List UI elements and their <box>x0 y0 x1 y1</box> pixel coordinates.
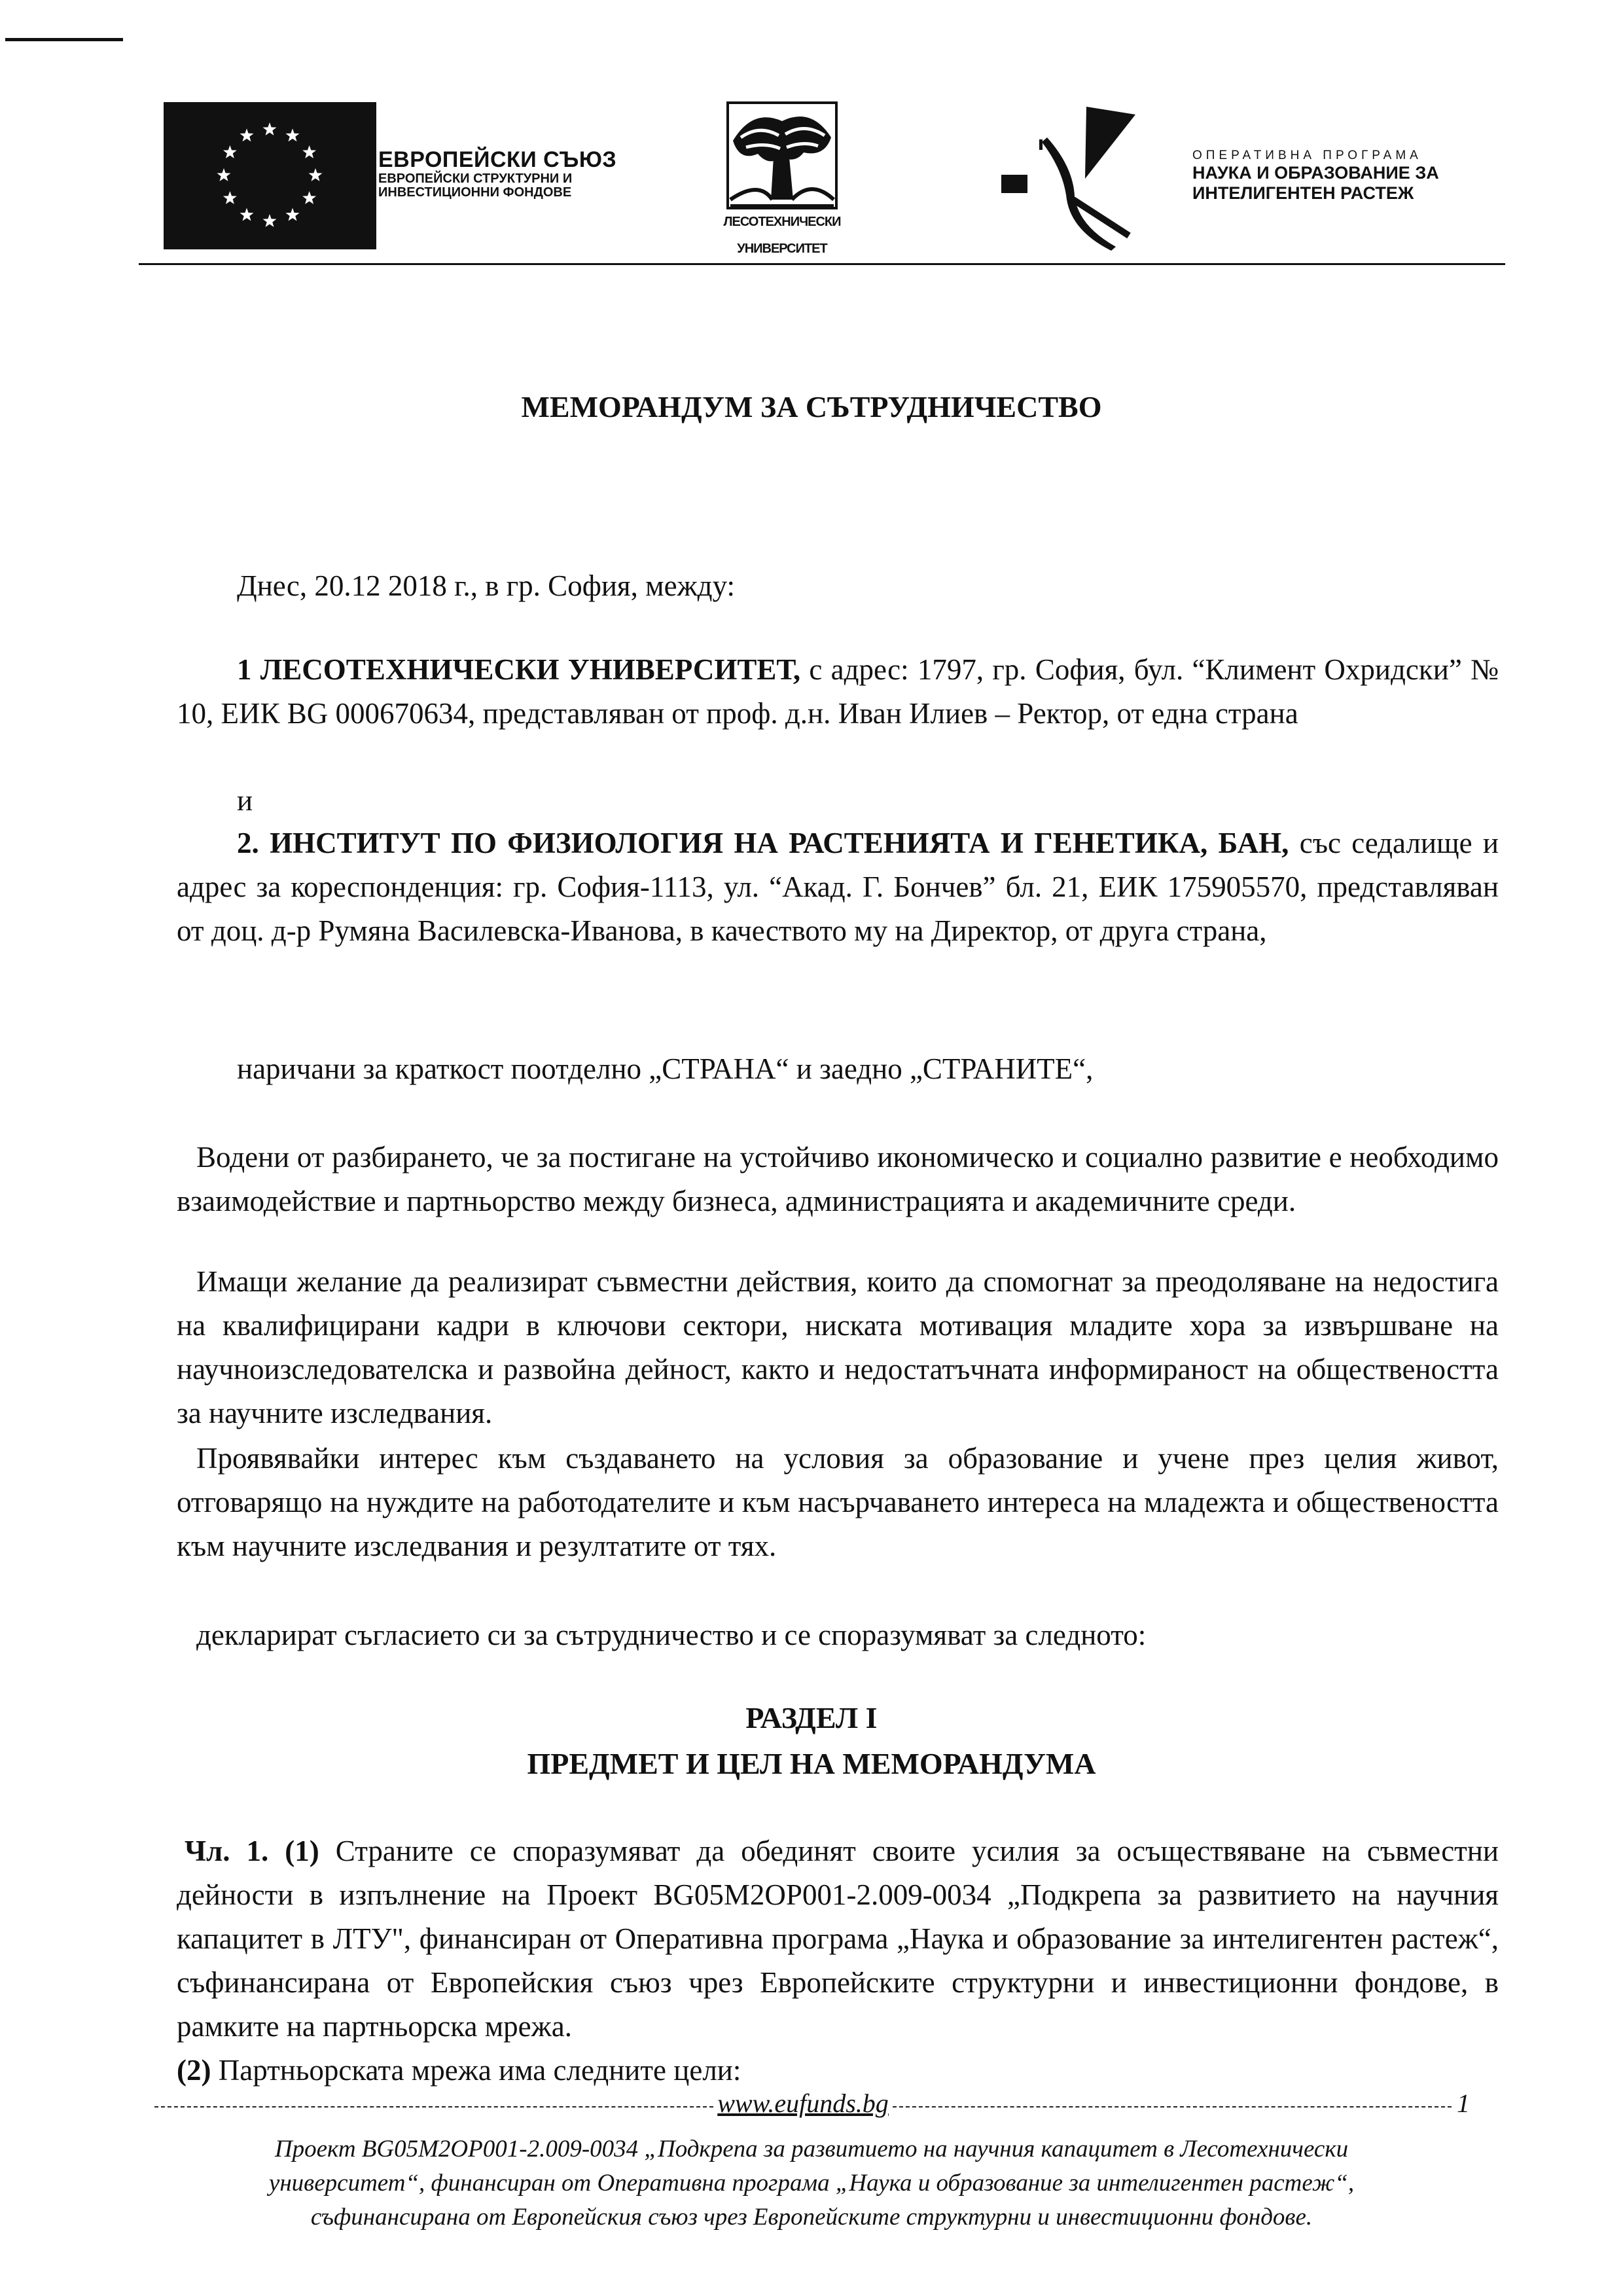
header-divider <box>139 263 1505 265</box>
party-1-paragraph <box>177 648 1499 736</box>
article-1-paragraph-2 <box>177 2049 1499 2092</box>
footer-note-line2: университет“, финансиран от Оперативна програма „Наука и образование за интелигентен растеж“, <box>268 2170 1355 2197</box>
conjunction-and: и <box>237 784 253 817</box>
section-title: ПРЕДМЕТ И ЦЕЛ НА МЕМОРАНДУМА <box>527 1747 1096 1780</box>
party-1-name: 1 ЛЕСОТЕХНИЧЕСКИ УНИВЕРСИТЕТ, <box>237 653 801 686</box>
article-1-2-label: (2) <box>177 2054 211 2087</box>
paragraph-guided <box>177 1136 1499 1223</box>
eu-star-icon <box>223 145 237 158</box>
page-header <box>137 101 1505 268</box>
op-title-line1: НАУКА И ОБРАЗОВАНИЕ ЗА <box>1192 162 1439 183</box>
article-1-text: Страните се споразумяват да обединят своите усилия за осъществяване на съвместни дейности в изпълнение на Проект BG05M2OP001-2.009-0034 „Подкрепа за развитието на научния капацитет в ЛТУ", финансиран от Оперативна програма „Наука и образование за интелигентен растеж“, съфинансирана от Европейския съюз чрез Европейските структурни и инвестиционни фондове, в рамките на партньорска мрежа. <box>177 1835 1499 2043</box>
footer-website-link[interactable]: www.eufunds.bg <box>717 2089 889 2118</box>
paragraph-interest <box>177 1437 1499 1568</box>
referred-to-line: наричани за краткост поотделно „СТРАНА“ и заедно „СТРАНИТЕ“, <box>237 1052 1094 1085</box>
section-number: РАЗДЕЛ I <box>745 1701 878 1734</box>
article-1-2-text: Партньорската мрежа има следните цели: <box>211 2054 741 2087</box>
eu-star-icon <box>223 191 237 204</box>
eu-star-icon <box>263 214 277 227</box>
footer-dash-left <box>154 2106 713 2108</box>
party-2-name: 2. ИНСТИТУТ ПО ФИЗИОЛОГИЯ НА РАСТЕНИЯТА И ГЕНЕТИКА, БАН, <box>237 827 1289 859</box>
operational-programme-logo-icon <box>1001 101 1152 252</box>
eu-flag-icon <box>164 102 376 249</box>
eu-star-icon <box>302 145 316 158</box>
party-2-details: със седалище и адрес за кореспонденция: гр. София-1113, ул. “Акад. Г. Бончев” бл. 21, ЕИК 175905570, представляван от доц. д-р Румяна Василевска-Иванова, в качеството му на Директор, от друга страна, <box>177 827 1499 947</box>
eu-subtitle-line2: ИНВЕСТИЦИОННИ ФОНДОВЕ <box>378 185 572 200</box>
university-name-line1: ЛЕСОТЕХНИЧЕСКИ <box>723 215 841 229</box>
scan-mark <box>5 38 123 41</box>
op-title-line2: ИНТЕЛИГЕНТЕН РАСТЕЖ <box>1192 183 1414 203</box>
footer-dash-right <box>893 2106 1452 2108</box>
footer-note-line1: Проект BG05M2OP001-2.009-0034 „Подкрепа за развитието на научния капацитет в Лесотехнически <box>274 2136 1349 2162</box>
eu-subtitle-line1: ЕВРОПЕЙСКИ СТРУКТУРНИ И <box>378 171 573 186</box>
eu-title: ЕВРОПЕЙСКИ СЪЮЗ <box>378 147 617 172</box>
declaration-line: декларират съгласието си за сътрудничество и се споразумяват за следното: <box>196 1619 1147 1651</box>
university-name-line2: УНИВЕРСИТЕТ <box>737 242 827 256</box>
paragraph-guided-text: Водени от разбирането, че за постигане на устойчиво икономическо и социално развитие е необходимо взаимодействие и партньорство между бизнеса, администрацията и академичните среди. <box>177 1141 1499 1217</box>
article-1-label: Чл. 1. (1) <box>185 1835 319 1867</box>
eu-star-icon <box>286 208 300 221</box>
document-title: МЕМОРАНДУМ ЗА СЪТРУДНИЧЕСТВО <box>521 390 1102 423</box>
eu-label <box>378 149 616 200</box>
eu-star-icon <box>240 128 254 141</box>
page-number: 1 <box>1457 2089 1471 2118</box>
paragraph-interest-text: Проявявайки интерес към създаването на условия за образование и учене през целия живот, отговарящо на нуждите на работодателите и към насърчаването интереса на младежта и обществеността към научните изследвания и резултатите от тях. <box>177 1442 1499 1562</box>
footer-rule <box>154 2088 1470 2119</box>
paragraph-desire <box>177 1260 1499 1435</box>
operational-programme-label <box>1192 149 1439 204</box>
eu-star-icon <box>286 128 300 141</box>
eu-star-icon <box>302 191 316 204</box>
university-logo <box>700 101 864 262</box>
party-2-paragraph <box>177 821 1499 953</box>
footer-note-line3: съфинансирана от Европейския съюз чрез Европейските структурни и инвестиционни фондове. <box>310 2204 1313 2231</box>
eu-star-icon <box>309 168 323 181</box>
footer-project-note <box>151 2132 1472 2234</box>
intro-line: Днес, 20.12 2018 г., в гр. София, между: <box>237 569 735 602</box>
op-caption: ОПЕРАТИВНА ПРОГРАМА <box>1192 149 1422 162</box>
eu-star-icon <box>240 208 254 221</box>
eu-star-icon <box>217 168 231 181</box>
paragraph-desire-text: Имащи желание да реализират съвместни действия, които да спомогнат за преодоляване на недостига на квалифицирани кадри в ключови сектори, ниската мотивация младите хора за извършване на научноизследователска и развойна дейност, както и недостатъчната информираност на обществеността за научните изследвания. <box>177 1265 1499 1429</box>
oak-tree-icon <box>726 101 838 209</box>
article-1-paragraph-1 <box>177 1829 1499 2049</box>
party-1-details: с адрес: 1797, гр. София, бул. “Климент Охридски” № 10, ЕИК BG 000670634, представляван от проф. д.н. Иван Илиев – Ректор, от една страна <box>177 653 1499 730</box>
eu-star-icon <box>263 122 277 135</box>
